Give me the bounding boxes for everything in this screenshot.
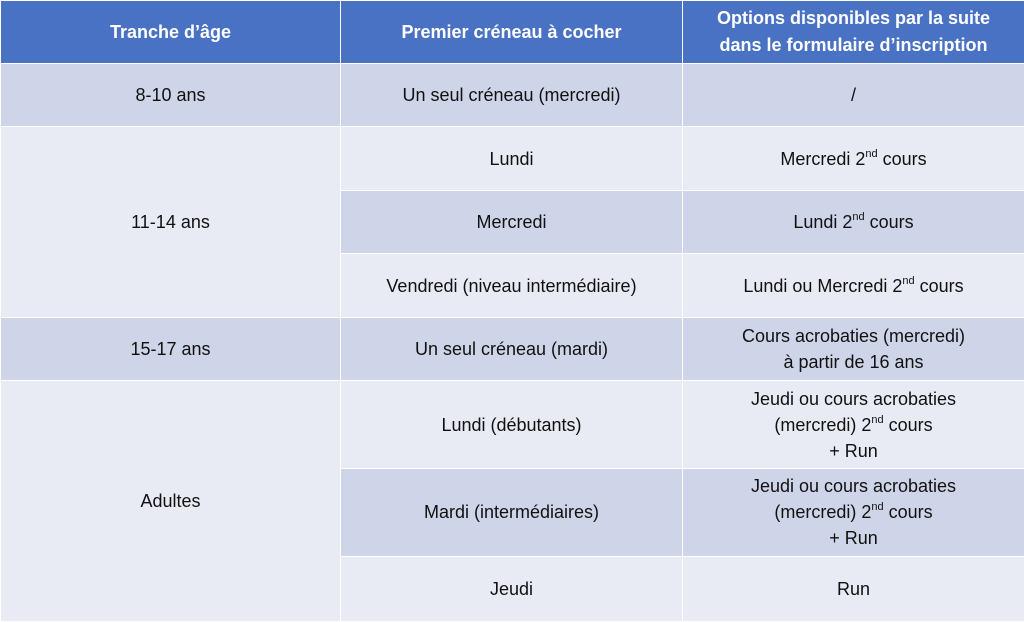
header-options-line-1: Options disponibles par la suite (716, 8, 991, 28)
option-cell: Jeudi ou cours acrobaties (mercredi) 2nd cours + Run (683, 468, 1024, 556)
header-row (1, 1, 1024, 64)
option-cell: Run (683, 556, 1024, 621)
age-cell: 8-10 ans (1, 64, 341, 127)
table-row (1, 64, 1024, 127)
slot-cell: Un seul créneau (mercredi) (341, 64, 683, 127)
slot-cell: Jeudi (341, 556, 683, 621)
slot-cell: Lundi (341, 127, 683, 190)
header-options-line-2: dans le formulaire d’inscription (719, 35, 988, 55)
table-row (1, 317, 1024, 380)
option-cell: Lundi ou Mercredi 2nd cours (683, 254, 1024, 317)
slot-cell: Mercredi (341, 190, 683, 253)
option-cell: Cours acrobaties (mercredi) à partir de 16 ans (683, 317, 1024, 380)
slot-cell: Un seul créneau (mardi) (341, 317, 683, 380)
age-cell: 11-14 ans (1, 127, 341, 317)
option-cell: Mercredi 2nd cours (683, 127, 1024, 190)
header-first-slot: Premier créneau à cocher (341, 1, 683, 64)
slot-cell: Vendredi (niveau intermédiaire) (341, 254, 683, 317)
option-cell: Jeudi ou cours acrobaties (mercredi) 2nd cours + Run (683, 381, 1024, 469)
slot-cell: Lundi (débutants) (341, 381, 683, 469)
age-cell: 15-17 ans (1, 317, 341, 380)
header-age-range: Tranche d’âge (1, 1, 341, 64)
age-cell: Adultes (1, 381, 341, 622)
option-cell: Lundi 2nd cours (683, 190, 1024, 253)
slot-cell: Mardi (intermédiaires) (341, 468, 683, 556)
table-row (1, 381, 1024, 469)
header-available-options (683, 1, 1024, 64)
option-cell: / (683, 64, 1024, 127)
table-row (1, 127, 1024, 190)
